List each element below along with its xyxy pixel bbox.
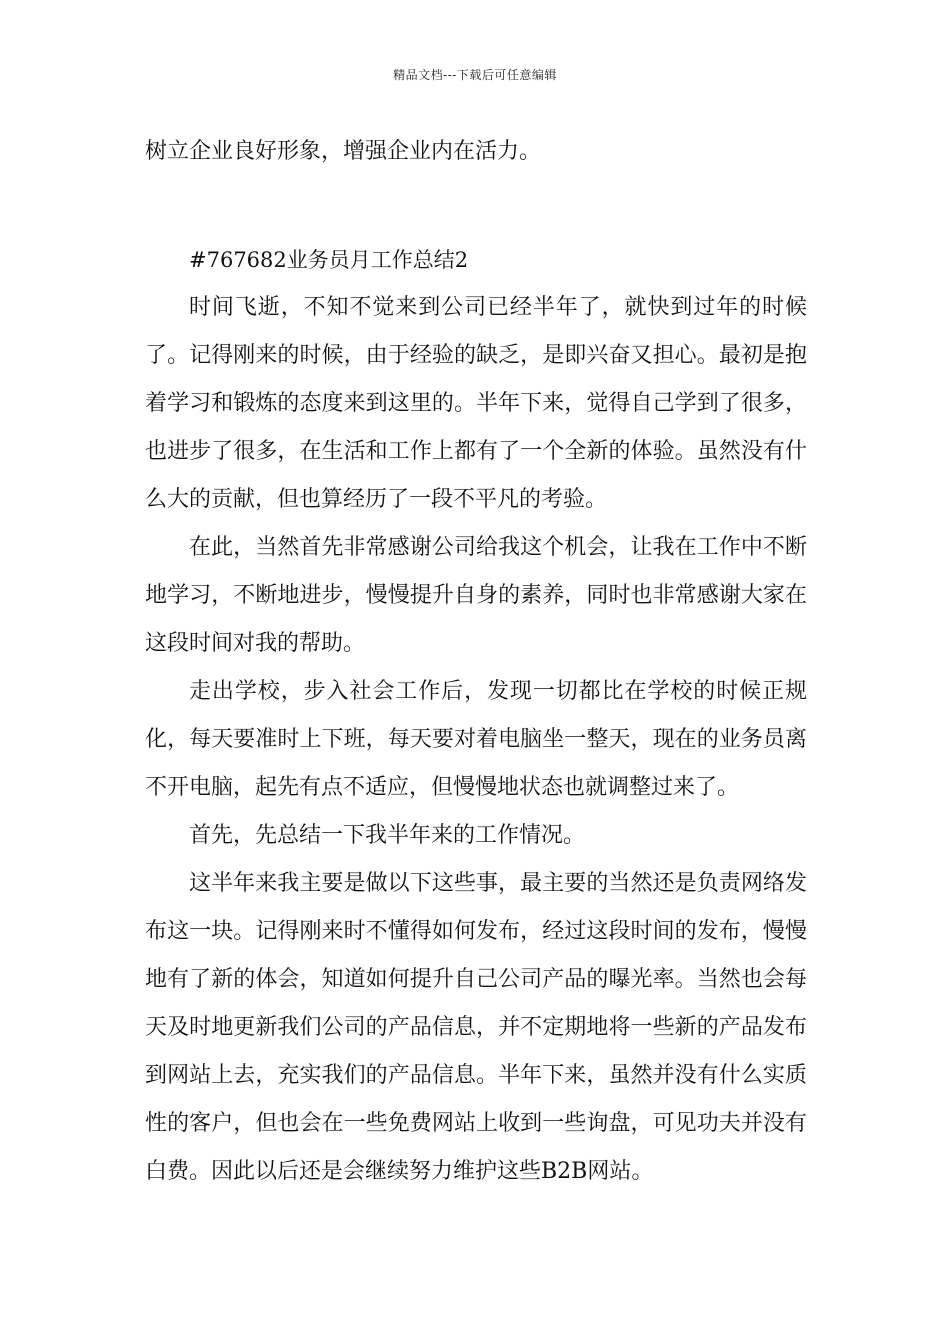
body-paragraph: 这半年来我主要是做以下这些事，最主要的当然还是负责网络发布这一块。记得刚来时不懂得如何发布，经过这段时间的发布，慢慢地有了新的体会，知道如何提升自己公司产品的曝光率。当然也会每天及时地更新我们公司的产品信息，并不定期地将一些新的产品发布到网站上去，充实我们的产品信息。半年下来，虽然并没有什么实质性的客户，但也会在一些免费网站上收到一些询盘，可见功夫并没有白费。因此以后还是会继续努力维护这些B2B网站。 [145, 871, 807, 1184]
body-paragraph: 走出学校，步入社会工作后，发现一切都比在学校的时候正规化，每天要准时上下班，每天要对着电脑坐一整天，现在的业务员离不开电脑，起先有点不适应，但慢慢地状态也就调整过来了。 [145, 679, 807, 800]
page-header: 精品文档---下载后可任意编辑 [393, 68, 557, 82]
body-paragraph: 首先，先总结一下我半年来的工作情况。 [189, 823, 586, 848]
section-title: #767682业务员月工作总结2 [189, 248, 469, 272]
document-body [145, 128, 807, 1196]
intro-paragraph: 树立企业良好形象，增强企业内在活力。 [145, 139, 542, 164]
body-paragraph: 时间飞逝，不知不觉来到公司已经半年了，就快到过年的时候了。记得刚来的时候，由于经验的缺乏，是即兴奋又担心。最初是抱着学习和锻炼的态度来到这里的。半年下来，觉得自己学到了很多，也进步了很多，在生活和工作上都有了一个全新的体验。虽然没有什么大的贡献，但也算经历了一段不平凡的考验。 [145, 295, 807, 512]
body-paragraph: 在此，当然首先非常感谢公司给我这个机会，让我在工作中不断地学习，不断地进步，慢慢提升自身的素养，同时也非常感谢大家在这段时间对我的帮助。 [145, 535, 807, 656]
